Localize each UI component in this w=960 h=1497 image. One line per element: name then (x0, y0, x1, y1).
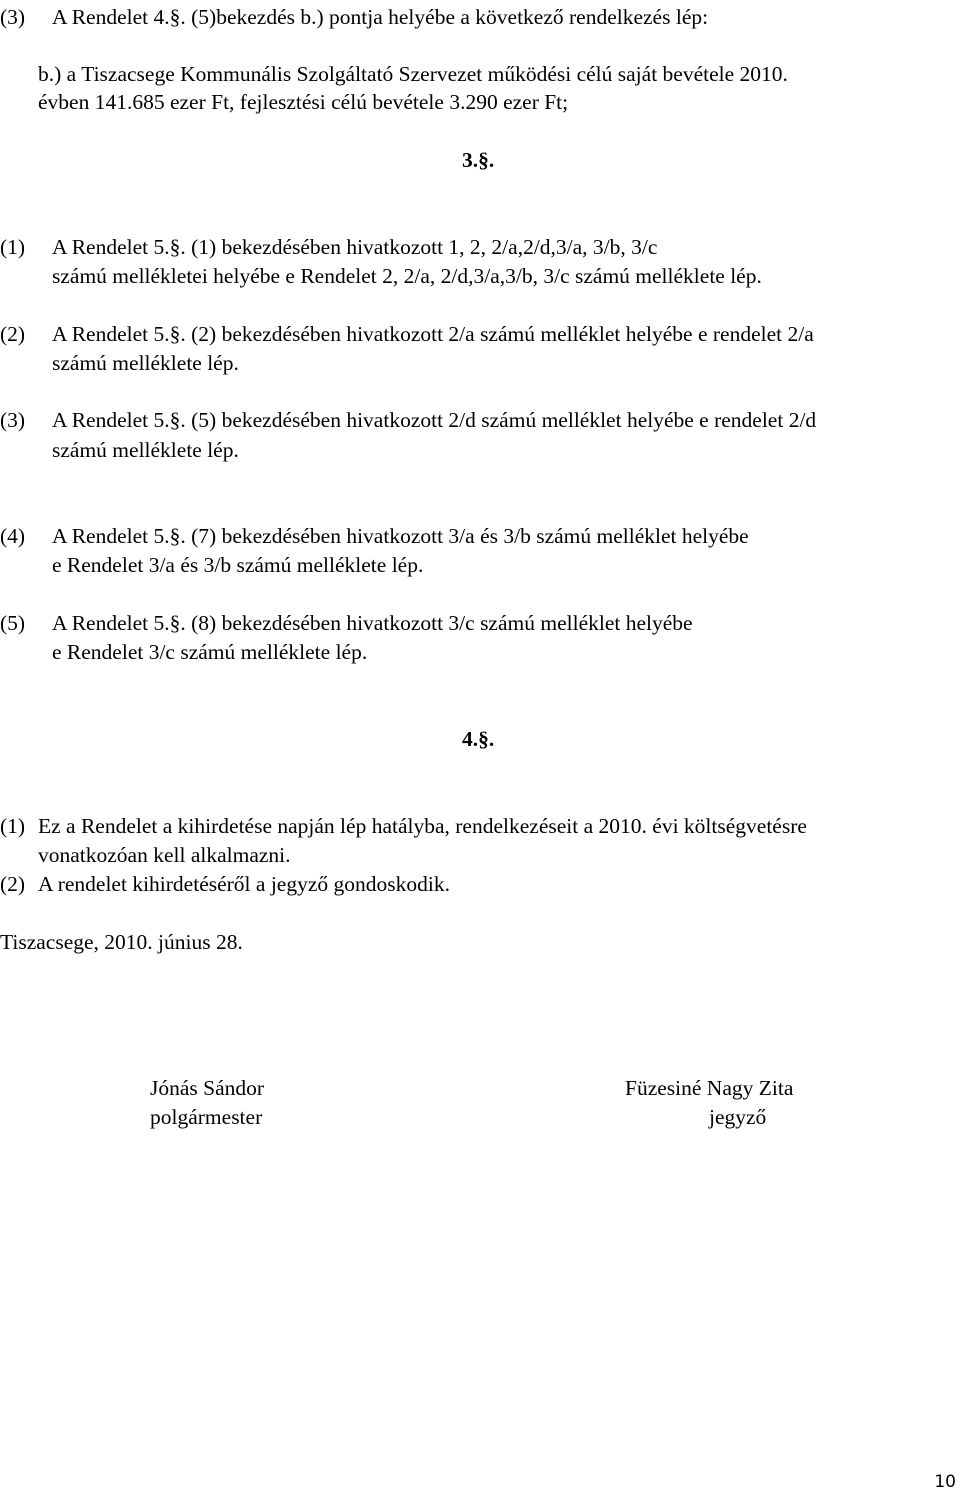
signatory-name: Füzesiné Nagy Zita (625, 1076, 794, 1100)
place-date: Tiszacsege, 2010. június 28. (0, 930, 243, 954)
item-line: számú mellékletei helyébe e Rendelet 2, 2/a, 2/d,3/a,3/b, 3/c számú melléklete lép. (52, 264, 762, 288)
item-label: (3) (0, 5, 26, 29)
section-heading: 4.§. (462, 727, 495, 751)
section-heading: 3.§. (462, 148, 495, 172)
sub-item-line: b.) a Tiszacsege Kommunális Szolgáltató Szervezet működési célú saját bevétele 2010. (38, 62, 788, 86)
item-line: vonatkozóan kell alkalmazni. (38, 843, 291, 867)
item-line: számú melléklete lép. (52, 438, 239, 462)
item-line: Ez a Rendelet a kihirdetése napján lép hatályba, rendelkezéseit a 2010. évi költségvetésre (38, 814, 807, 838)
signatory-name: Jónás Sándor (150, 1076, 265, 1100)
item-label: (3) (0, 408, 26, 432)
item-text: A rendelet kihirdetéséről a jegyző gondoskodik. (38, 872, 450, 896)
item-line: e Rendelet 3/a és 3/b számú melléklete lép. (52, 553, 424, 577)
item-text: A Rendelet 4.§. (5)bekezdés b.) pontja helyébe a következő rendelkezés lép: (52, 5, 709, 29)
signatory-title: polgármester (150, 1105, 263, 1129)
item-line: e Rendelet 3/c számú melléklete lép. (52, 640, 368, 664)
item-label: (2) (0, 322, 26, 346)
item-line: A Rendelet 5.§. (1) bekezdésében hivatkozott 1, 2, 2/a,2/d,3/a, 3/b, 3/c (52, 235, 658, 259)
item-label: (2) (0, 872, 26, 896)
item-line: A Rendelet 5.§. (5) bekezdésében hivatkozott 2/d számú melléklet helyébe e rendelet 2/d (52, 408, 817, 432)
signatory-title: jegyző (709, 1105, 767, 1129)
sub-item-line: évben 141.685 ezer Ft, fejlesztési célú bevétele 3.290 ezer Ft; (38, 90, 569, 114)
item-label: (1) (0, 814, 26, 838)
item-line: számú melléklete lép. (52, 351, 239, 375)
item-label: (1) (0, 235, 26, 259)
item-line: A Rendelet 5.§. (8) bekezdésében hivatkozott 3/c számú melléklet helyébe (52, 611, 693, 635)
item-label: (4) (0, 524, 26, 548)
page-number: 10 (934, 1472, 956, 1492)
item-line: A Rendelet 5.§. (2) bekezdésében hivatkozott 2/a számú melléklet helyébe e rendelet 2/a (52, 322, 814, 346)
item-line: A Rendelet 5.§. (7) bekezdésében hivatkozott 3/a és 3/b számú melléklet helyébe (52, 524, 749, 548)
item-label: (5) (0, 611, 26, 635)
